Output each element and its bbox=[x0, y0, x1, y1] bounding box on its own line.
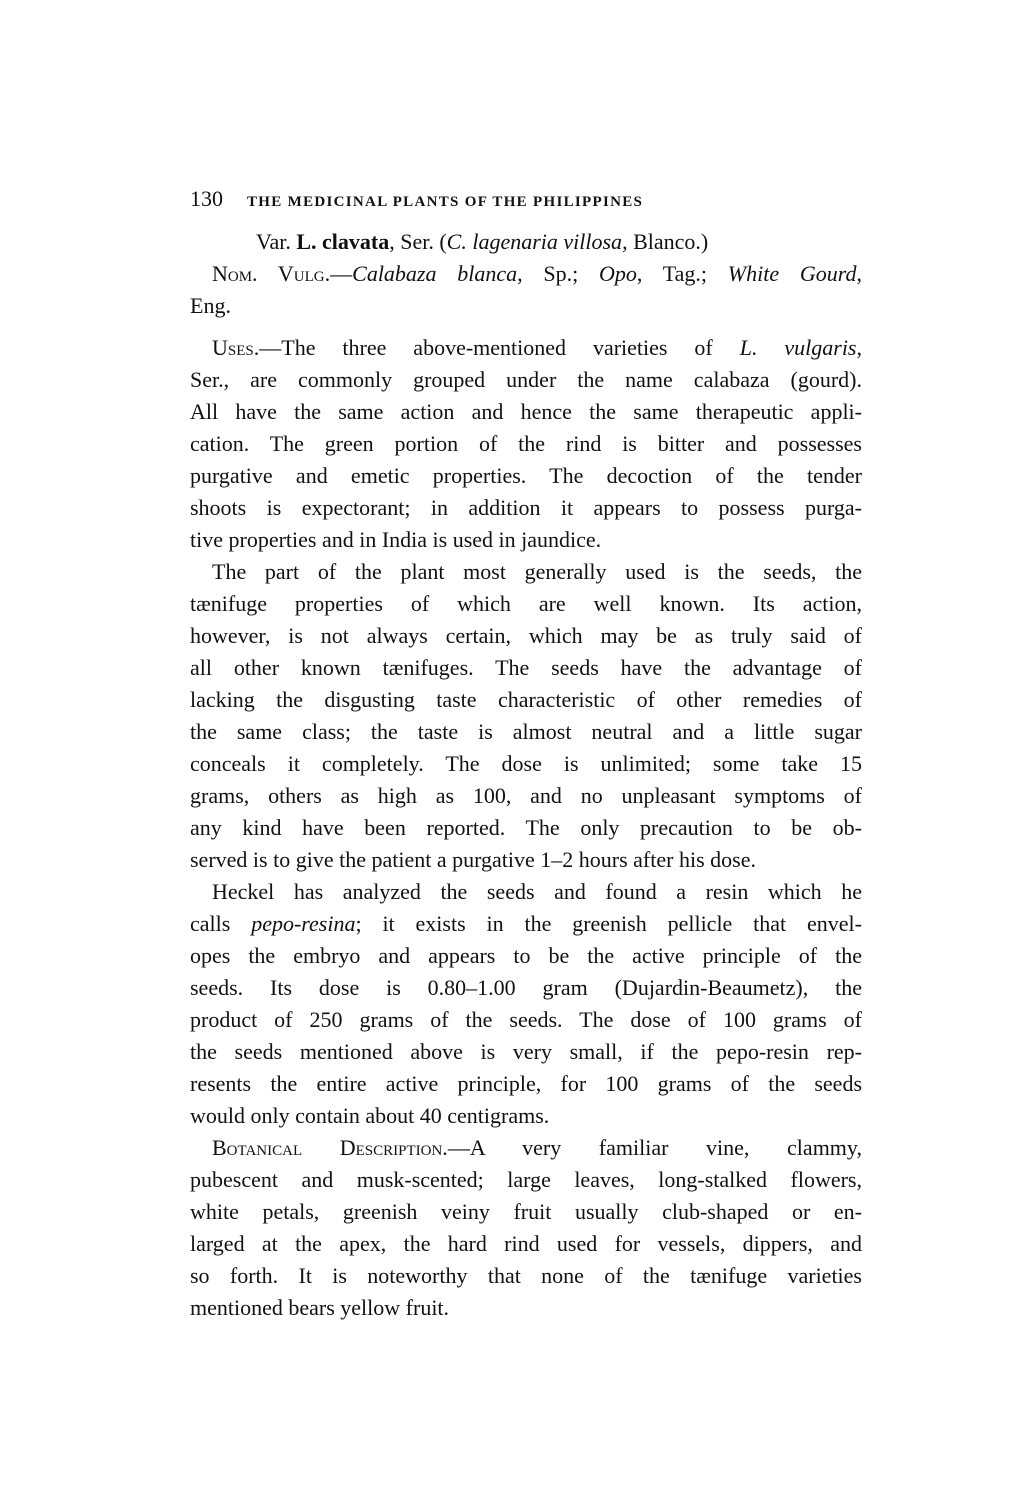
text-segment: Heckel has analyzed the seeds and found a resin which he bbox=[212, 879, 862, 904]
text-segment: all other known tænifuges. The seeds have the advantage of bbox=[190, 655, 862, 680]
bold-text: L. clavata bbox=[296, 229, 390, 254]
text-line bbox=[190, 908, 862, 940]
text-segment: so forth. It is noteworthy that none of the tænifuge varieties bbox=[190, 1263, 862, 1288]
italic-text: C. lagenaria villosa bbox=[446, 229, 623, 254]
text-segment: however, is not always certain, which may be as truly said of bbox=[190, 623, 862, 648]
text-line bbox=[190, 1100, 862, 1132]
paragraph bbox=[190, 1132, 862, 1324]
text-segment: ; it exists in the greenish pellicle that envel- bbox=[355, 911, 862, 936]
text-line bbox=[190, 684, 862, 716]
italic-text: pepo-resina bbox=[251, 911, 356, 936]
text-segment: , Blanco.) bbox=[622, 229, 709, 254]
text-segment: Eng. bbox=[190, 293, 231, 318]
running-title: THE MEDICINAL PLANTS OF THE PHILIPPINES bbox=[247, 194, 644, 210]
text-line bbox=[190, 332, 862, 364]
text-segment: , Ser. ( bbox=[389, 229, 447, 254]
text-line bbox=[190, 1292, 862, 1324]
text-segment: cation. The green portion of the rind is bitter and possesses bbox=[190, 431, 862, 456]
text-segment: tive properties and in India is used in jaundice. bbox=[190, 527, 602, 552]
text-line bbox=[190, 290, 862, 322]
text-line bbox=[190, 258, 862, 290]
text-segment: The part of the plant most generally used is the seeds, the bbox=[212, 559, 862, 584]
italic-text: Calabaza blanca bbox=[352, 261, 518, 286]
running-header bbox=[190, 186, 870, 212]
text-line bbox=[190, 428, 862, 460]
text-segment: served is to give the patient a purgative 1–2 hours after his dose. bbox=[190, 847, 756, 872]
text-line bbox=[190, 972, 862, 1004]
text-segment: Var. bbox=[256, 229, 297, 254]
paragraph bbox=[190, 332, 862, 556]
text-segment: , bbox=[856, 261, 862, 286]
paragraph bbox=[190, 556, 862, 876]
section-label: Nom. Vulg. bbox=[212, 261, 331, 286]
text-segment: All have the same action and hence the same therapeutic appli- bbox=[190, 399, 862, 424]
italic-text: White Gourd bbox=[727, 261, 857, 286]
text-segment: seeds. Its dose is 0.80–1.00 gram (Dujardin-Beaumetz), the bbox=[190, 975, 862, 1000]
text-line bbox=[190, 364, 862, 396]
text-line bbox=[190, 780, 862, 812]
text-line bbox=[190, 1196, 862, 1228]
text-segment: would only contain about 40 centigrams. bbox=[190, 1103, 550, 1128]
section-label: Uses. bbox=[212, 335, 260, 360]
text-segment: , Tag.; bbox=[636, 261, 728, 286]
text-segment: shoots is expectorant; in addition it appears to possess purga- bbox=[190, 495, 862, 520]
text-line bbox=[190, 940, 862, 972]
text-segment: — bbox=[330, 261, 353, 286]
text-line bbox=[190, 1260, 862, 1292]
text-segment: —A very familiar vine, clammy, bbox=[447, 1135, 862, 1160]
text-line bbox=[190, 1004, 862, 1036]
text-line bbox=[190, 396, 862, 428]
text-line bbox=[190, 1068, 862, 1100]
paragraph bbox=[190, 258, 862, 322]
text-line bbox=[190, 716, 862, 748]
text-segment: —The three above-mentioned varieties of bbox=[259, 335, 740, 360]
text-line bbox=[190, 460, 862, 492]
section-label: Botanical Description. bbox=[212, 1135, 448, 1160]
italic-text: Opo bbox=[598, 261, 637, 286]
text-segment: , bbox=[856, 335, 862, 360]
text-line bbox=[190, 1036, 862, 1068]
text-line bbox=[190, 588, 862, 620]
text-segment: calls bbox=[190, 911, 252, 936]
text-segment: the same class; the taste is almost neutral and a little sugar bbox=[190, 719, 862, 744]
text-segment: purgative and emetic properties. The decoction of the tender bbox=[190, 463, 862, 488]
text-line bbox=[190, 844, 862, 876]
page-number: 130 bbox=[190, 186, 223, 211]
text-segment: tænifuge properties of which are well known. Its action, bbox=[190, 591, 862, 616]
text-segment: opes the embryo and appears to be the active principle of the bbox=[190, 943, 862, 968]
text-line bbox=[190, 556, 862, 588]
text-segment: lacking the disgusting taste characteristic of other remedies of bbox=[190, 687, 862, 712]
paragraph bbox=[190, 876, 862, 1132]
text-segment: white petals, greenish veiny fruit usually club-shaped or en- bbox=[190, 1199, 862, 1224]
text-line bbox=[190, 226, 862, 258]
body-text bbox=[190, 226, 862, 1324]
text-segment: conceals it completely. The dose is unlimited; some take 15 bbox=[190, 751, 862, 776]
text-line bbox=[190, 524, 862, 556]
text-segment: , Sp.; bbox=[517, 261, 599, 286]
text-line bbox=[190, 1164, 862, 1196]
text-segment: larged at the apex, the hard rind used for vessels, dippers, and bbox=[190, 1231, 862, 1256]
text-line bbox=[190, 620, 862, 652]
text-line bbox=[190, 1228, 862, 1260]
text-segment: the seeds mentioned above is very small, if the pepo-resin rep- bbox=[190, 1039, 862, 1064]
text-line bbox=[190, 748, 862, 780]
text-segment: product of 250 grams of the seeds. The dose of 100 grams of bbox=[190, 1007, 862, 1032]
text-line bbox=[190, 812, 862, 844]
text-segment: resents the entire active principle, for 100 grams of the seeds bbox=[190, 1071, 862, 1096]
text-line bbox=[190, 652, 862, 684]
text-segment: Ser., are commonly grouped under the name calabaza (gourd). bbox=[190, 367, 862, 392]
italic-text: L. vulgaris bbox=[739, 335, 857, 360]
text-line bbox=[190, 492, 862, 524]
text-segment: mentioned bears yellow fruit. bbox=[190, 1295, 450, 1320]
text-line bbox=[190, 876, 862, 908]
text-segment: grams, others as high as 100, and no unpleasant symptoms of bbox=[190, 783, 862, 808]
paragraph bbox=[190, 226, 862, 258]
text-line bbox=[190, 1132, 862, 1164]
text-segment: pubescent and musk-scented; large leaves, long-stalked flowers, bbox=[190, 1167, 862, 1192]
text-segment: any kind have been reported. The only precaution to be ob- bbox=[190, 815, 862, 840]
